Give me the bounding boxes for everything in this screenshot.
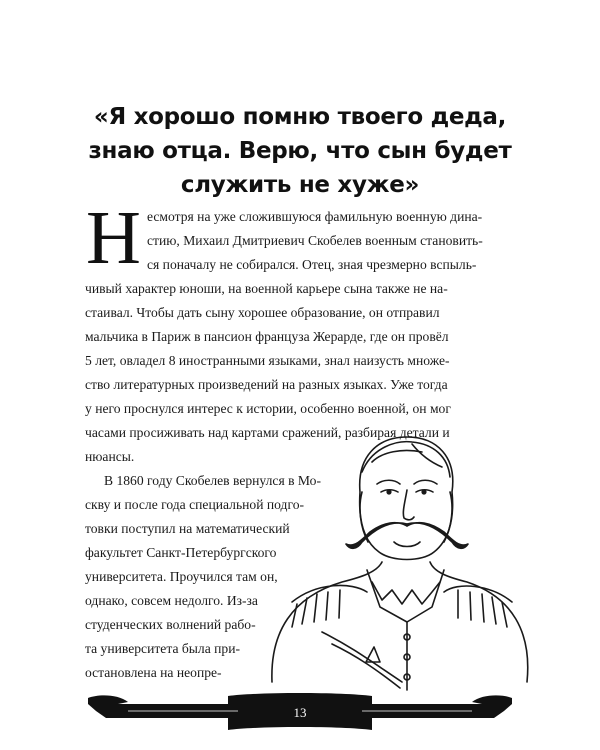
text-line-content: стию, Михаил Дмитриевич Скобелев военным становить- [147, 233, 483, 248]
heading-line: служить не хуже» [180, 172, 420, 198]
text-line-content: товки поступил на математический [85, 521, 290, 536]
text-line-content: у него проснулся интерес к истории, особенно военной, он мог [85, 401, 451, 416]
text-line-content: 5 лет, овладел 8 иностранными языками, знал наизусть множе- [85, 353, 450, 368]
text-line-content: университета. Проучился там он, [85, 569, 278, 584]
chapter-heading [60, 100, 540, 202]
text-line-content: стаивал. Чтобы дать сыну хорошее образование, он отправил [85, 305, 440, 320]
text-line-content: остановлена на неопре- [85, 665, 222, 680]
text-line [85, 325, 516, 349]
heading-line: «Я хорошо помню твоего деда, [93, 104, 507, 130]
text-line [85, 397, 516, 421]
text-line-content: есмотря на уже сложившуюся фамильную военную дина- [147, 209, 483, 224]
text-line-content: мальчика в Париж в пансион француза Жерарде, где он провёл [85, 329, 449, 344]
text-line-content: ство литературных произведений на разных языках. Уже тогда [85, 377, 448, 392]
text-line [147, 253, 516, 277]
text-line [85, 637, 261, 661]
page-number: 13 [293, 705, 307, 720]
text-line [147, 229, 516, 253]
text-line [147, 205, 516, 229]
text-line-content: однако, совсем недолго. Из-за [85, 593, 258, 608]
text-line [85, 373, 516, 397]
text-line-content: факультет Санкт-Петербургского [85, 545, 277, 560]
text-line-content: часами просиживать над картами сражений, разбирая детали и [85, 425, 450, 440]
text-line [85, 301, 516, 325]
text-line [85, 277, 516, 301]
text-line [85, 349, 516, 373]
text-line-content: студенческих волнений рабо- [85, 617, 256, 632]
text-line-content: нюансы. [85, 449, 135, 464]
text-line [85, 661, 251, 685]
text-line-content: скву и после года специальной подго- [85, 497, 305, 512]
text-line-content: чивый характер юноши, на военной карьере сына также не на- [85, 281, 448, 296]
heading-line: знаю отца. Верю, что сын будет [88, 138, 512, 164]
text-line-content: ся поначалу не собирался. Отец, зная чрезмерно вспыль- [147, 257, 477, 272]
text-line-content: та университета была при- [85, 641, 241, 656]
text-line-content: В 1860 году Скобелев вернулся в Мо- [104, 473, 321, 488]
portrait-illustration [262, 432, 537, 692]
drop-cap: Н [86, 196, 141, 280]
text-line [85, 613, 285, 637]
